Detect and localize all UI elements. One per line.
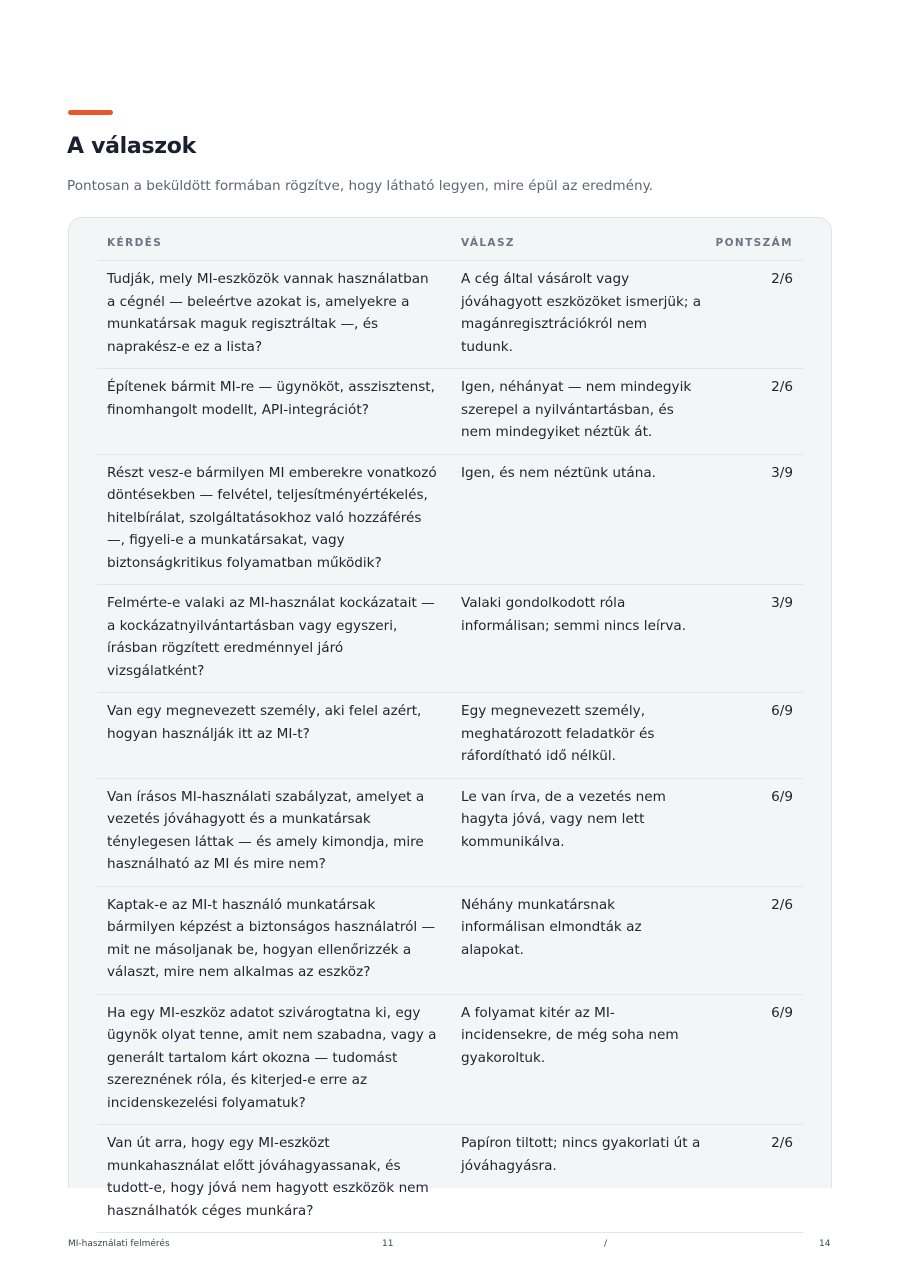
answer-cell: Néhány munkatársnak informálisan elmondták az alapokat. xyxy=(451,886,713,994)
answers-card xyxy=(68,217,832,1219)
answer-cell: Le van írva, de a vezetés nem hagyta jóvá, vagy nem lett kommunikálva. xyxy=(451,778,713,886)
score-cell: 6/9 xyxy=(713,994,803,1125)
footer-document-title: MI-használati felmérés xyxy=(68,1239,170,1249)
answer-cell: A cég által vásárolt vagy jóváhagyott eszközöket ismerjük; a magánregisztrációkról nem tudunk. xyxy=(451,261,713,369)
table-row xyxy=(97,778,803,886)
footer-page-separator: / xyxy=(604,1239,608,1249)
score-cell: 2/6 xyxy=(713,369,803,455)
question-cell: Felmérte-e valaki az MI-használat kockázatait — a kockázatnyilvántartásban vagy egyszeri, írásban rögzített eredménnyel járó vizsgálatként? xyxy=(97,585,451,693)
column-header-score: PONTSZÁM xyxy=(713,226,803,261)
table-row xyxy=(97,1125,803,1233)
question-cell: Építenek bármit MI-re — ügynököt, asszisztenst, finomhangolt modellt, API-integrációt? xyxy=(97,369,451,455)
table-row xyxy=(97,886,803,994)
table-row xyxy=(97,369,803,455)
question-cell: Ha egy MI-eszköz adatot szivárogtatna ki, egy ügynök olyat tenne, amit nem szabadna, vagy a generált tartalom kárt okozna — tudomást szereznének róla, és kiterjed-e erre az incidenskezelési folyamatuk? xyxy=(97,994,451,1125)
question-cell: Van út arra, hogy egy MI-eszközt munkahasználat előtt jóváhagyassanak, és tudott-e, hogy jóvá nem hagyott eszközök nem használhatók céges munkára? xyxy=(97,1125,451,1233)
table-header-row xyxy=(97,226,803,261)
score-cell: 3/9 xyxy=(713,454,803,585)
answer-cell: Valaki gondolkodott róla informálisan; semmi nincs leírva. xyxy=(451,585,713,693)
score-cell: 6/9 xyxy=(713,778,803,886)
table-row xyxy=(97,693,803,779)
question-cell: Részt vesz-e bármilyen MI emberekre vonatkozó döntésekben — felvétel, teljesítményértékelés, hitelbírálat, szolgáltatásokhoz való hozzáférés —, figyeli-e a munkatársakat, vagy biztonságkritikus folyamatban működik? xyxy=(97,454,451,585)
table-row xyxy=(97,261,803,369)
score-cell: 6/9 xyxy=(713,693,803,779)
answer-cell: Igen, és nem néztünk utána. xyxy=(451,454,713,585)
score-cell: 2/6 xyxy=(713,886,803,994)
question-cell: Kaptak-e az MI-t használó munkatársak bármilyen képzést a biztonságos használatról — mit ne másoljanak be, hogyan ellenőrizzék a választ, mire nem alkalmas az eszköz? xyxy=(97,886,451,994)
table-row xyxy=(97,454,803,585)
footer-page-total: 14 xyxy=(819,1239,831,1249)
question-cell: Tudják, mely MI-eszközök vannak használatban a cégnél — beleértve azokat is, amelyekre a munkatársak maguk regisztráltak —, és naprakész-e ez a lista? xyxy=(97,261,451,369)
score-cell: 2/6 xyxy=(713,1125,803,1233)
answer-cell: A folyamat kitér az MI-incidensekre, de még soha nem gyakoroltuk. xyxy=(451,994,713,1125)
question-cell: Van írásos MI-használati szabályzat, amelyet a vezetés jóváhagyott és a munkatársak ténylegesen láttak — és amely kimondja, mire használható az MI és mire nem? xyxy=(97,778,451,886)
page-subtitle: Pontosan a beküldött formában rögzítve, hogy látható legyen, mire épül az eredmény. xyxy=(67,178,653,194)
page-footer xyxy=(0,1239,900,1253)
score-cell: 2/6 xyxy=(713,261,803,369)
score-cell: 3/9 xyxy=(713,585,803,693)
column-header-answer: VÁLASZ xyxy=(451,226,713,261)
answer-cell: Papíron tiltott; nincs gyakorlati út a jóváhagyásra. xyxy=(451,1125,713,1233)
table-row xyxy=(97,994,803,1125)
answers-table xyxy=(97,226,803,1233)
section-accent-bar xyxy=(68,110,113,115)
page-title: A válaszok xyxy=(67,134,196,159)
footer-page-number: 11 xyxy=(382,1239,394,1249)
column-header-question: KÉRDÉS xyxy=(97,226,451,261)
table-row xyxy=(97,585,803,693)
answer-cell: Egy megnevezett személy, meghatározott feladatkör és ráfordítható idő nélkül. xyxy=(451,693,713,779)
question-cell: Van egy megnevezett személy, aki felel azért, hogyan használják itt az MI-t? xyxy=(97,693,451,779)
answer-cell: Igen, néhányat — nem mindegyik szerepel a nyilvántartásban, és nem mindegyiket néztük át. xyxy=(451,369,713,455)
